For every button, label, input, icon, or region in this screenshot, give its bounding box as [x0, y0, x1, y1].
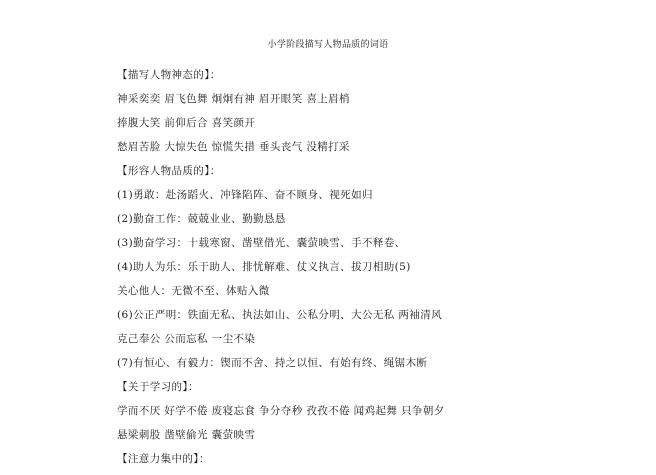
text-line: 学而不厌 好学不倦 废寝忘食 争分夺秒 孜孜不倦 闻鸡起舞 只争朝夕 — [117, 405, 445, 417]
section-heading-study: 【关于学习的】： — [117, 381, 199, 393]
document-body — [117, 63, 637, 471]
text-line: (6)公正严明：铁面无私、执法如山、公私分明、大公无私 两袖清风 — [117, 309, 443, 321]
text-line: 克己奉公 公而忘私 一尘不染 — [117, 333, 256, 345]
text-line: 悬梁刺股 凿壁偷光 囊萤映雪 — [117, 429, 256, 441]
section-heading-demeanor: 【描写人物神态的】： — [117, 69, 221, 81]
section-heading-focus: 【注意力集中的】： — [117, 453, 210, 465]
text-line: (2)勤奋工作：兢兢业业、勤勤恳恳 — [117, 213, 286, 225]
document-title: 小学阶段描写人物品质的词语 — [267, 40, 389, 50]
section-heading-character: 【形容人物品质的】： — [117, 165, 221, 177]
text-line: (4)助人为乐：乐于助人、排忧解难、仗义执言、拔刀相助(5) — [117, 261, 411, 273]
text-line: 关心他人：无微不至、体贴入微 — [117, 285, 270, 297]
text-line: 捧腹大笑 前仰后合 喜笑颜开 — [117, 117, 256, 129]
text-line: (1)勇敢：赴汤蹈火、冲锋陷阵、奋不顾身、视死如归 — [117, 189, 373, 201]
text-line: 神采奕奕 眉飞色舞 炯炯有神 眉开眼笑 喜上眉梢 — [117, 93, 350, 105]
text-line: (3)勤奋学习：十载寒窗、凿壁借光、囊萤映雪、手不释卷、 — [117, 237, 406, 249]
text-line: 愁眉苦脸 大惊失色 惊慌失措 垂头丧气 没精打采 — [117, 141, 350, 153]
text-line: (7)有恒心、有毅力：锲而不舍、持之以恒、有始有终、绳锯木断 — [117, 357, 428, 369]
